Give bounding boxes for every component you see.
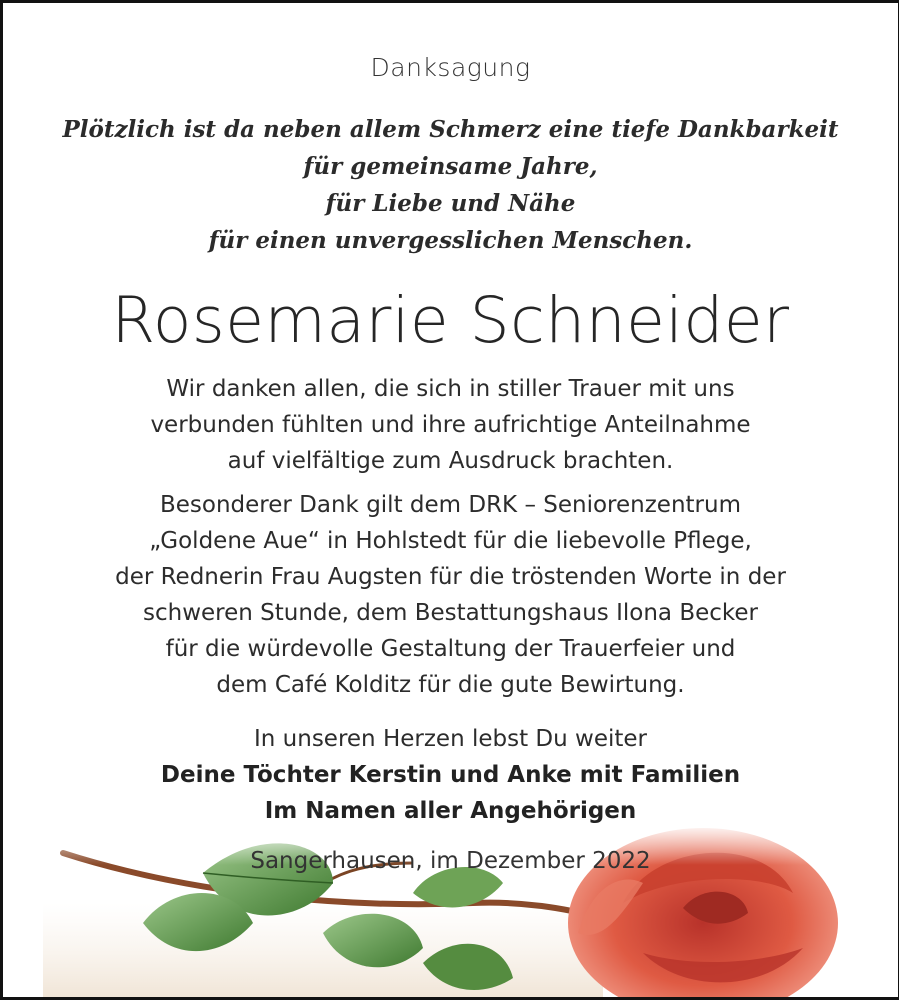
paragraph-line: auf vielfältige zum Ausdruck brachten. xyxy=(227,448,674,474)
paragraph-line: verbunden fühlten und ihre aufrichtige Anteilnahme xyxy=(150,412,751,438)
quote-line: für einen unvergesslichen Menschen. xyxy=(208,227,693,254)
paragraph-line: schweren Stunde, dem Bestattungshaus Ilona Becker xyxy=(142,600,758,626)
place-date: Sangerhausen, im Dezember 2022 xyxy=(250,848,651,874)
relatives-signature: Im Namen aller Angehörigen xyxy=(264,798,637,824)
quote-line: Plötzlich ist da neben allem Schmerz eine tiefe Dankbarkeit xyxy=(62,116,839,143)
family-signature: Deine Töchter Kerstin und Anke mit Familien xyxy=(160,762,741,788)
heading-danksagung: Danksagung xyxy=(370,53,531,82)
quote xyxy=(3,111,898,259)
paragraph-line: der Rednerin Frau Augsten für die tröstenden Worte in der xyxy=(115,564,786,590)
quote-line: für Liebe und Nähe xyxy=(325,190,576,217)
paragraph-line: „Goldene Aue“ in Hohlstedt für die liebevolle Pflege, xyxy=(149,528,752,554)
paragraph-line: Wir danken allen, die sich in stiller Trauer mit uns xyxy=(166,376,735,402)
thanks-paragraph xyxy=(3,371,898,479)
paragraph-line: für die würdevolle Gestaltung der Trauerfeier und xyxy=(165,636,736,662)
closing xyxy=(3,721,898,829)
paragraph-line: dem Café Kolditz für die gute Bewirtung. xyxy=(216,672,685,698)
special-thanks-paragraph xyxy=(3,487,898,703)
quote-line: für gemeinsame Jahre, xyxy=(303,153,598,180)
paragraph-line: Besonderer Dank gilt dem DRK – Seniorenzentrum xyxy=(160,492,741,518)
deceased-name: Rosemarie Schneider xyxy=(111,284,790,357)
closing-line: In unseren Herzen lebst Du weiter xyxy=(254,726,647,752)
